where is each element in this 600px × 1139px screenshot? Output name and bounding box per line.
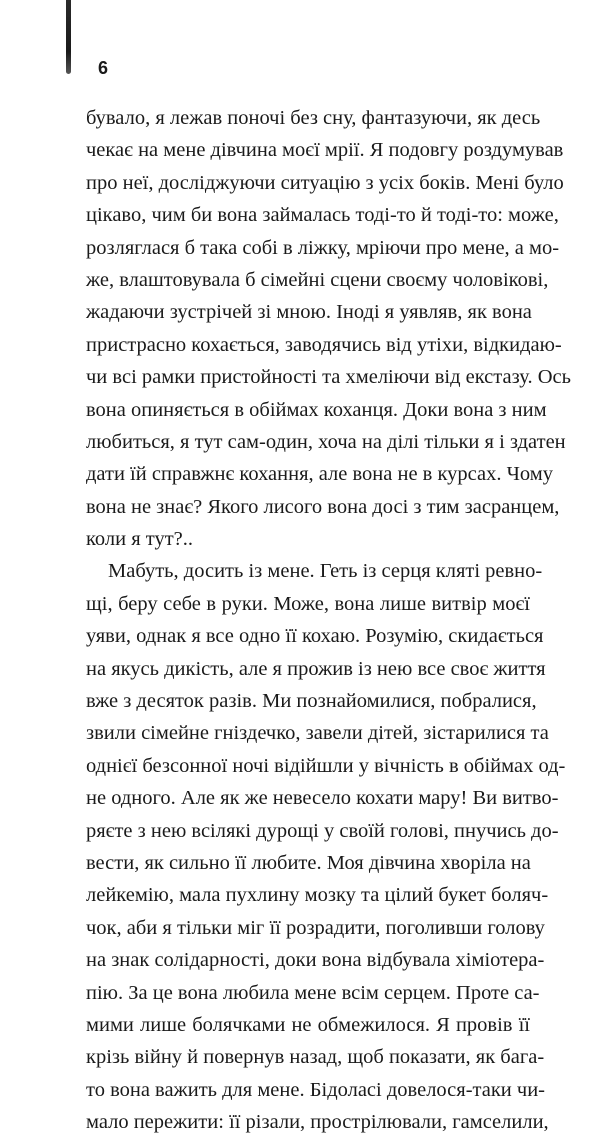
text-line: пію. За це вона любила мене всім серцем. Проте са- (86, 981, 540, 1004)
text-line: вона опиняється в обіймах коханця. Доки вона з ним (86, 398, 547, 421)
text-line: же, влаштовувала б сімейні сцени своєму чоловікові, (86, 268, 549, 291)
text-line: на знак солідарності, доки вона відбувала хіміотера- (86, 949, 545, 972)
page-edge-bar (66, 0, 71, 74)
text-line: ряєте з нею всілякі дурощі у своїй голові, пнучись до- (86, 819, 559, 842)
page-number: 6 (98, 58, 109, 78)
paragraph (86, 555, 566, 1138)
text-line: дати їй справжнє кохання, але вона не в курсах. Чому (86, 463, 554, 486)
text-line: любиться, я тут сам-один, хоча на ділі тільки я і здатен (86, 430, 566, 453)
text-line: розляглася б така собі в ліжку, мріючи про мене, а мо- (86, 236, 560, 259)
text-line: коли я тут?.. (86, 528, 194, 551)
text-line: уяви, однак я все одно її кохаю. Розумію, скидається (86, 625, 544, 648)
text-line: однієї безсонної ночі відійшли у вічність в обіймах од- (86, 754, 566, 777)
text-line: мими лише болячками не обмежилося. Я провів її (86, 1013, 530, 1036)
text-line: чок, аби я тільки міг її розрадити, поголивши голову (86, 916, 545, 939)
text-line: вже з десяток разів. Ми познайомилися, побралися, (86, 690, 537, 713)
text-line: крізь війну й повернув назад, щоб показати, як бага- (86, 1046, 545, 1069)
text-line: не одного. Але як же невесело кохати мару! Ви витво- (86, 787, 559, 810)
text-line: звили сімейне гніздечко, завели дітей, зістарилися та (86, 722, 549, 745)
text-line: цікаво, чим би вона займалась тоді-то й тоді-то: може, (86, 204, 559, 227)
paragraph (86, 102, 571, 555)
text-line: бувало, я лежав поночі без сну, фантазуючи, як десь (86, 107, 541, 129)
text-line: жадаючи зустрічей зі мною. Іноді я уявляв, як вона (86, 301, 532, 324)
text-line: про неї, досліджуючи ситуацію з усіх боків. Мені було (86, 171, 564, 194)
text-line: чекає на мене дівчина моєї мрії. Я подовгу роздумував (86, 139, 564, 162)
text-line: чи всі рамки пристойності та хмеліючи від екстазу. Ось (86, 366, 571, 389)
text-line: щі, беру себе в руки. Може, вона лише витвір моєї (86, 592, 530, 615)
text-line: на якусь дикість, але я прожив із нею все своє життя (86, 657, 546, 680)
text-line: пристрасно кохається, заводячись від утіхи, відкидаю- (86, 333, 562, 356)
text-line: вести, як сильно її любите. Моя дівчина хворіла на (86, 851, 531, 874)
text-line: Мабуть, досить із мене. Геть із серця кляті ревно- (108, 560, 543, 583)
text-line: то вона важить для мене. Бідоласі довелося-таки чи- (86, 1078, 546, 1101)
text-line: лейкемію, мала пухлину мозку та цілий букет боляч- (86, 884, 549, 907)
text-line: вона не знає? Якого лисого вона досі з тим засранцем, (86, 495, 560, 518)
text-line: мало пережити: її різали, прострілювали, гамселили, (86, 1111, 549, 1134)
text-body (86, 102, 571, 1139)
